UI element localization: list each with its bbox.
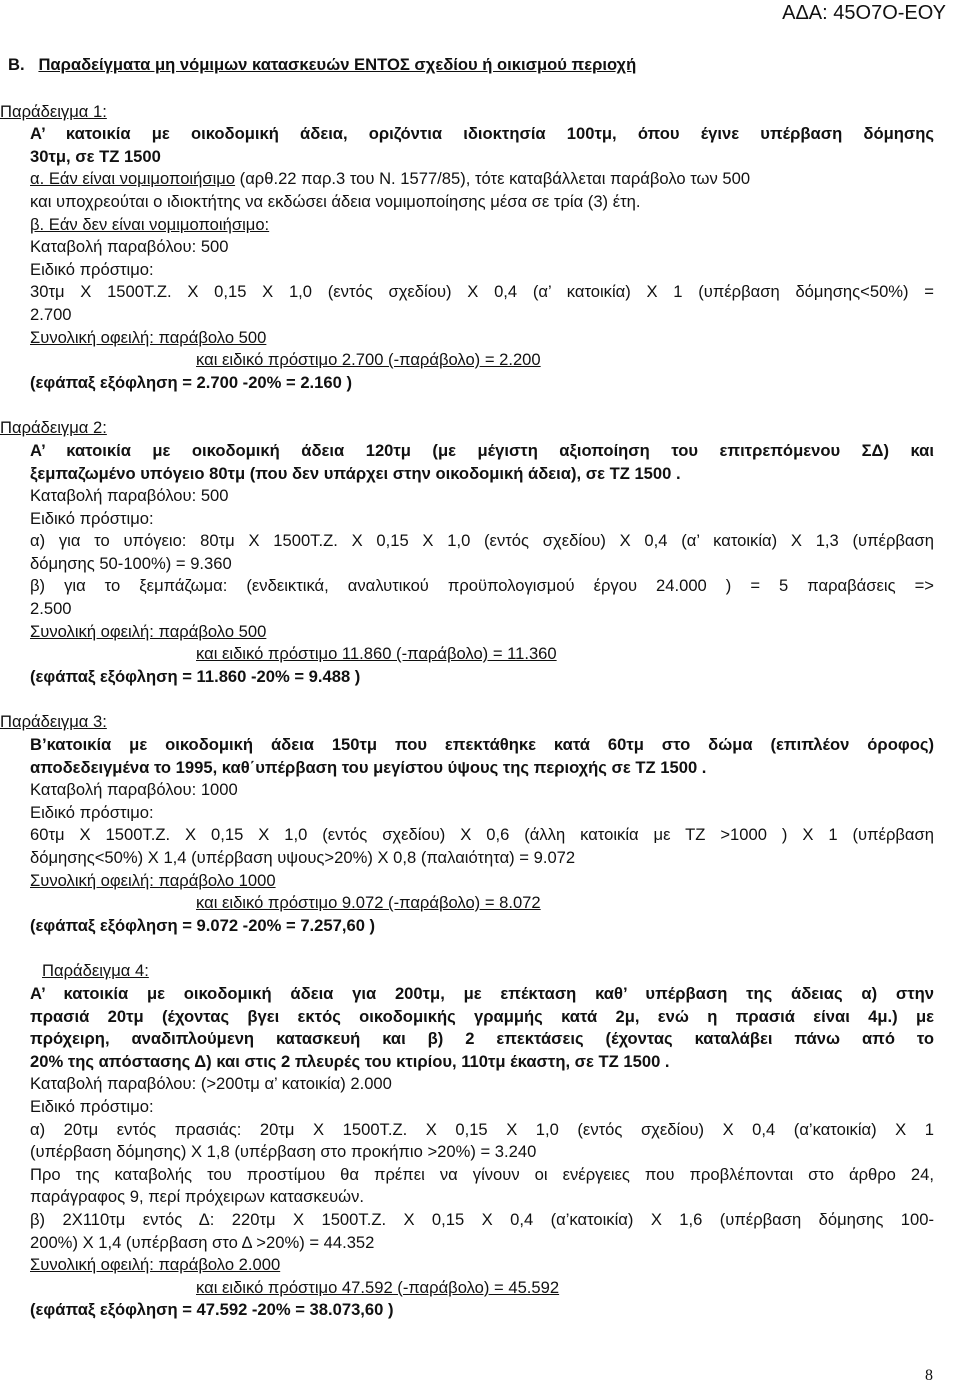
page-number: 8 xyxy=(925,1367,933,1384)
section-title xyxy=(8,54,934,77)
example-4-b-line2: 200%) Χ 1,4 (υπέρβαση στο Δ >20%) = 44.352 xyxy=(30,1232,375,1252)
example-1-heading: Παράδειγμα 1: xyxy=(0,101,107,121)
example-4 xyxy=(30,960,934,1322)
example-4-a-line1: α) 20τμ εντός πρασιάς: 20τμ Χ 1500Τ.Ζ. Χ 0,15 Χ 1,0 (εντός σχεδίου) Χ 0,4 (α’κατοικία) Χ 1 xyxy=(30,1119,934,1139)
example-2-b-line2: 2.500 xyxy=(30,599,72,619)
example-3-fee: Καταβολή παραβόλου: 1000 xyxy=(30,780,238,800)
example-1-calc-line1: 30τμ Χ 1500Τ.Ζ. Χ 0,15 Χ 1,0 (εντός σχεδίου) Χ 0,4 (α’ κατοικία) Χ 1 (υπέρβαση δόμησης<50%) = xyxy=(30,282,934,302)
example-1-case-a-label: α. Εάν είναι νομιμοποιήσιμο xyxy=(30,169,236,189)
example-3-calc-line1: 60τμ Χ 1500Τ.Ζ. Χ 0,15 Χ 1,0 (εντός σχεδίου) Χ 0,6 (άλλη κατοικία με ΤΖ >1000 ) Χ 1 (υπέρβαση xyxy=(30,825,934,845)
example-1 xyxy=(0,101,934,395)
example-2-a-line2: δόμησης 50-100%) = 9.360 xyxy=(30,553,232,573)
example-4-desc-line1: Α’ κατοικία με οικοδομική άδεια για 200τμ, με επέκταση καθ’ υπέρβαση της άδειας α) στην xyxy=(30,983,934,1003)
example-4-total: Συνολική οφειλή: παράβολο 2.000 xyxy=(30,1255,281,1275)
example-3-desc-line1: Β’κατοικία με οικοδομική άδεια 150τμ που επεκτάθηκε κατά 60τμ στο δώμα (επιπλέον όροφος) xyxy=(30,735,934,755)
example-2-lump-sum: (εφάπαξ εξόφληση = 11.860 -20% = 9.488 ) xyxy=(30,666,361,686)
example-2-total-detail: και ειδικό πρόστιμο 11.860 (-παράβολο) = 11.360 xyxy=(196,644,557,664)
section-title-text: Παραδείγματα μη νόμιμων κατασκευών ΕΝΤΟΣ σχεδίου ή οικισμού περιοχή xyxy=(38,55,637,74)
example-1-total-detail: και ειδικό πρόστιμο 2.700 (-παράβολο) = 2.200 xyxy=(196,350,541,370)
example-2-special-fine: Ειδικό πρόστιμο: xyxy=(30,508,154,528)
example-2 xyxy=(0,417,934,688)
example-1-calc-line2: 2.700 xyxy=(30,304,72,324)
example-1-fee: Καταβολή παραβόλου: 500 xyxy=(30,237,229,257)
example-3 xyxy=(0,711,934,937)
example-1-case-a-text: (αρθ.22 παρ.3 του Ν. 1577/85), τότε καταβάλλεται παράβολο των 500 xyxy=(235,169,751,189)
example-4-desc-line4: 20% της απόστασης Δ) και στις 2 πλευρές του κτιρίου, 110τμ έκαστη, σε ΤΖ 1500 . xyxy=(30,1051,670,1071)
example-3-desc-line2: αποδεδειγμένα το 1995, καθ΄υπέρβαση του μεγίστου ύψους της περιοχής σε ΤΖ 1500 . xyxy=(30,757,707,777)
document-body xyxy=(0,54,934,1322)
example-2-desc-line2: ξεμπαζωμένο υπόγειο 80τμ (που δεν υπάρχει στην οικοδομική άδεια), σε ΤΖ 1500 . xyxy=(30,463,681,483)
example-2-total: Συνολική οφειλή: παράβολο 500 xyxy=(30,621,267,641)
example-2-fee: Καταβολή παραβόλου: 500 xyxy=(30,486,229,506)
example-4-desc-line2: πρασιά 20τμ (έχοντας βγει εκτός οικοδομικής γραμμής κατά 2μ, ενώ η πρασιά είναι 4μ.) με xyxy=(30,1006,934,1026)
section-letter: Β. xyxy=(8,55,25,74)
example-4-desc-line3: πρόχειρη, αναδιπλούμενη κατασκευή και β) 2 επεκτάσεις (έχοντας καταλάβει πάνω από το xyxy=(30,1029,934,1049)
example-2-heading: Παράδειγμα 2: xyxy=(0,418,107,438)
example-3-total: Συνολική οφειλή: παράβολο 1000 xyxy=(30,870,276,890)
example-2-a-line1: α) για το υπόγειο: 80τμ Χ 1500Τ.Ζ. Χ 0,15 Χ 1,0 (εντός σχεδίου) Χ 0,4 (α’ κατοικία) Χ 1,3 (υπέρβαση xyxy=(30,531,934,551)
example-4-b-line1: β) 2Χ110τμ εντός Δ: 220τμ Χ 1500Τ.Ζ. Χ 0,15 Χ 0,4 (α’κατοικία) Χ 1,6 (υπέρβαση δόμησης 100- xyxy=(30,1209,934,1229)
example-4-a-line2: (υπέρβαση δόμησης) Χ 1,8 (υπέρβαση στο προκήπιο >20%) = 3.240 xyxy=(30,1142,537,1162)
example-3-heading: Παράδειγμα 3: xyxy=(0,712,107,732)
example-4-lump-sum: (εφάπαξ εξόφληση = 47.592 -20% = 38.073,60 ) xyxy=(30,1300,394,1320)
example-1-lump-sum: (εφάπαξ εξόφληση = 2.700 -20% = 2.160 ) xyxy=(30,372,352,392)
example-4-note-line1: Προ της καταβολής του προστίμου θα πρέπει να γίνουν οι ενέργειες που προβλέπονται στο άρθρο 24, xyxy=(30,1164,934,1184)
example-4-heading: Παράδειγμα 4: xyxy=(42,961,149,981)
example-1-special-fine: Ειδικό πρόστιμο: xyxy=(30,259,154,279)
example-1-desc-line1: Α’ κατοικία με οικοδομική άδεια, οριζόντια ιδιοκτησία 100τμ, όπου έγινε υπέρβαση δόμησης xyxy=(30,124,934,144)
ada-code: ΑΔΑ: 45Ο7Ο-ΕΟΥ xyxy=(782,2,946,24)
example-3-lump-sum: (εφάπαξ εξόφληση = 9.072 -20% = 7.257,60 ) xyxy=(30,915,376,935)
example-3-total-detail: και ειδικό πρόστιμο 9.072 (-παράβολο) = 8.072 xyxy=(196,893,541,913)
example-1-desc-line2: 30τμ, σε ΤΖ 1500 xyxy=(30,146,161,166)
example-3-calc-line2: δόμησης<50%) Χ 1,4 (υπέρβαση υψους>20%) Χ 0,8 (παλαιότητα) = 9.072 xyxy=(30,848,576,867)
example-4-total-detail: και ειδικό πρόστιμο 47.592 (-παράβολο) = 45.592 xyxy=(196,1277,560,1297)
example-4-note-line2: παράγραφος 9, περί πρόχειρων κατασκευών. xyxy=(30,1187,365,1207)
example-4-special-fine: Ειδικό πρόστιμο: xyxy=(30,1096,154,1116)
example-2-desc-line1: Α’ κατοικία με οικοδομική άδεια 120τμ (με μέγιστη αξιοποίηση του επιτρεπόμενου ΣΔ) και xyxy=(30,440,934,460)
example-1-case-a-cont: και υποχρεούται ο ιδιοκτήτης να εκδώσει άδεια νομιμοποίησης μέσα σε τρία (3) έτη. xyxy=(30,191,641,211)
example-1-case-b-label: β. Εάν δεν είναι νομιμοποιήσιμο: xyxy=(30,214,270,234)
example-4-fee: Καταβολή παραβόλου: (>200τμ α’ κατοικία) 2.000 xyxy=(30,1074,392,1094)
example-2-b-line1: β) για το ξεμπάζωμα: (ενδεικτικά, αναλυτικού προϋπολογισμού έργου 24.000 ) = 5 παραβάσεις => xyxy=(30,576,934,596)
example-3-special-fine: Ειδικό πρόστιμο: xyxy=(30,802,154,822)
example-1-total: Συνολική οφειλή: παράβολο 500 xyxy=(30,327,267,347)
